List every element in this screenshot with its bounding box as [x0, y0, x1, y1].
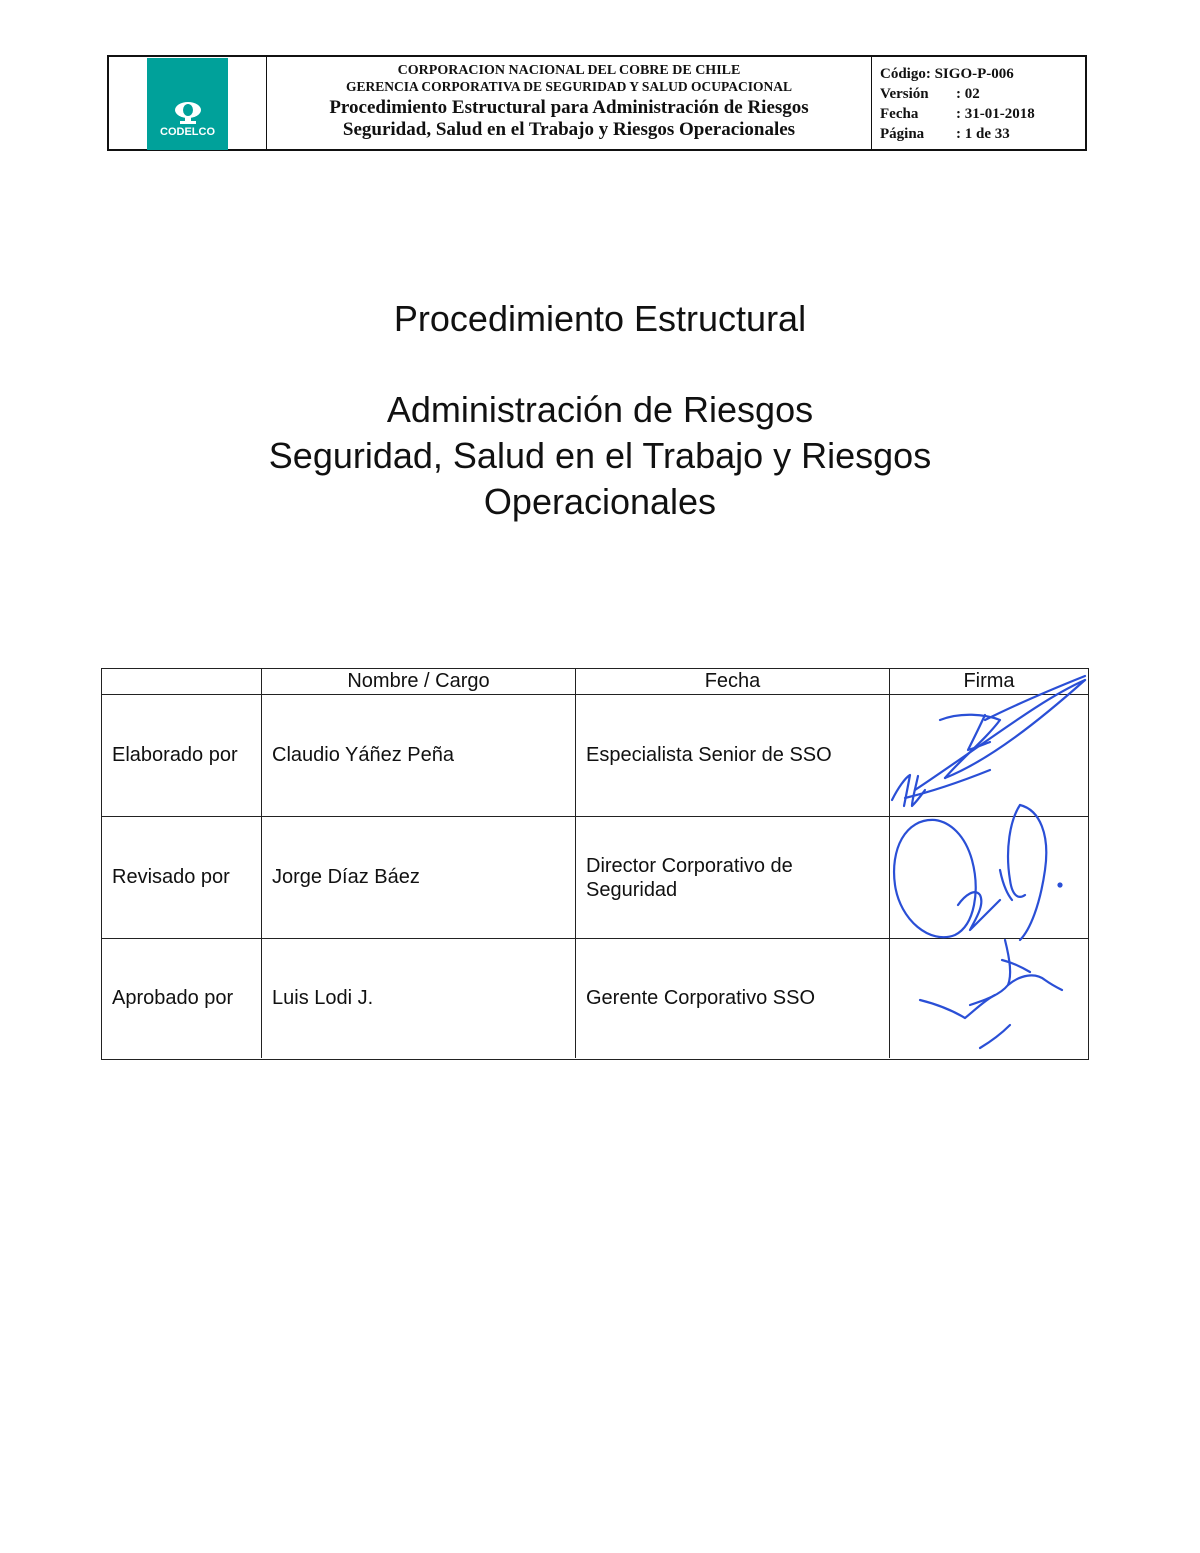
- org-name: CORPORACION NACIONAL DEL COBRE DE CHILE: [397, 63, 741, 78]
- name-cell: Jorge Díaz Báez: [262, 817, 576, 938]
- table-row: [102, 817, 1088, 939]
- org-division: GERENCIA CORPORATIVA DE SEGURIDAD Y SALUD OCUPACIONAL: [345, 79, 793, 94]
- header-doc-title-line2: Seguridad, Salud en el Trabajo y Riesgos Operacionales: [342, 118, 796, 140]
- signature-cell: [890, 817, 1088, 938]
- meta-version: [880, 84, 1085, 104]
- logo-text: CODELCO: [160, 125, 215, 138]
- table-header-row: [102, 669, 1088, 695]
- position-line: Gerente Corporativo SSO: [586, 987, 815, 1009]
- position-line: Seguridad: [586, 878, 678, 901]
- position-cell: [576, 695, 890, 816]
- table-header-cell: Firma: [963, 670, 1015, 692]
- table-header-cell: Fecha: [576, 669, 890, 694]
- meta-version-value: : 02: [956, 86, 980, 102]
- meta-version-label: Versión: [880, 86, 929, 102]
- position-cell: [576, 939, 890, 1058]
- meta-code-label: Código:: [880, 66, 931, 82]
- header-title-block: [267, 57, 872, 149]
- codelco-logo: [147, 58, 228, 150]
- title-main-line3: Operacionales: [483, 481, 717, 522]
- meta-code: [880, 64, 1085, 84]
- signature-cell: [890, 939, 1088, 1058]
- role-cell: Revisado por: [102, 817, 262, 938]
- document-header: [107, 55, 1087, 151]
- title-procedure-type: Procedimiento Estructural: [393, 298, 807, 339]
- meta-date-label: Fecha: [880, 106, 919, 122]
- table-row: [102, 695, 1088, 817]
- table-header-cell: Nombre / Cargo: [262, 669, 576, 694]
- signature-cell: [890, 695, 1088, 816]
- name-cell: Claudio Yáñez Peña: [262, 695, 576, 816]
- role-cell: Aprobado por: [102, 939, 262, 1058]
- meta-code-value: SIGO-P-006: [934, 66, 1014, 82]
- meta-date: [880, 104, 1085, 124]
- position-line: Director Corporativo de: [586, 854, 793, 877]
- title-main-line1: Administración de Riesgos: [386, 389, 814, 430]
- role-cell: Elaborado por: [102, 695, 262, 816]
- document-metadata: [872, 57, 1085, 149]
- approval-table: [101, 668, 1089, 1060]
- meta-date-value: : 31-01-2018: [956, 106, 1035, 122]
- title-main-line2: Seguridad, Salud en el Trabajo y Riesgos: [268, 435, 932, 476]
- name-cell: Luis Lodi J.: [262, 939, 576, 1058]
- position-line: Especialista Senior de SSO: [586, 744, 832, 766]
- logo-cell: [109, 57, 267, 149]
- table-row: [102, 939, 1088, 1058]
- position-cell: [576, 817, 890, 938]
- header-doc-title-line1: Procedimiento Estructural para Administración de Riesgos: [329, 96, 809, 118]
- meta-page-label: Página: [880, 126, 925, 142]
- meta-page-value: : 1 de 33: [956, 126, 1010, 142]
- table-header-cell: [102, 669, 262, 694]
- meta-page: [880, 124, 1085, 144]
- codelco-cup-icon: [171, 101, 205, 125]
